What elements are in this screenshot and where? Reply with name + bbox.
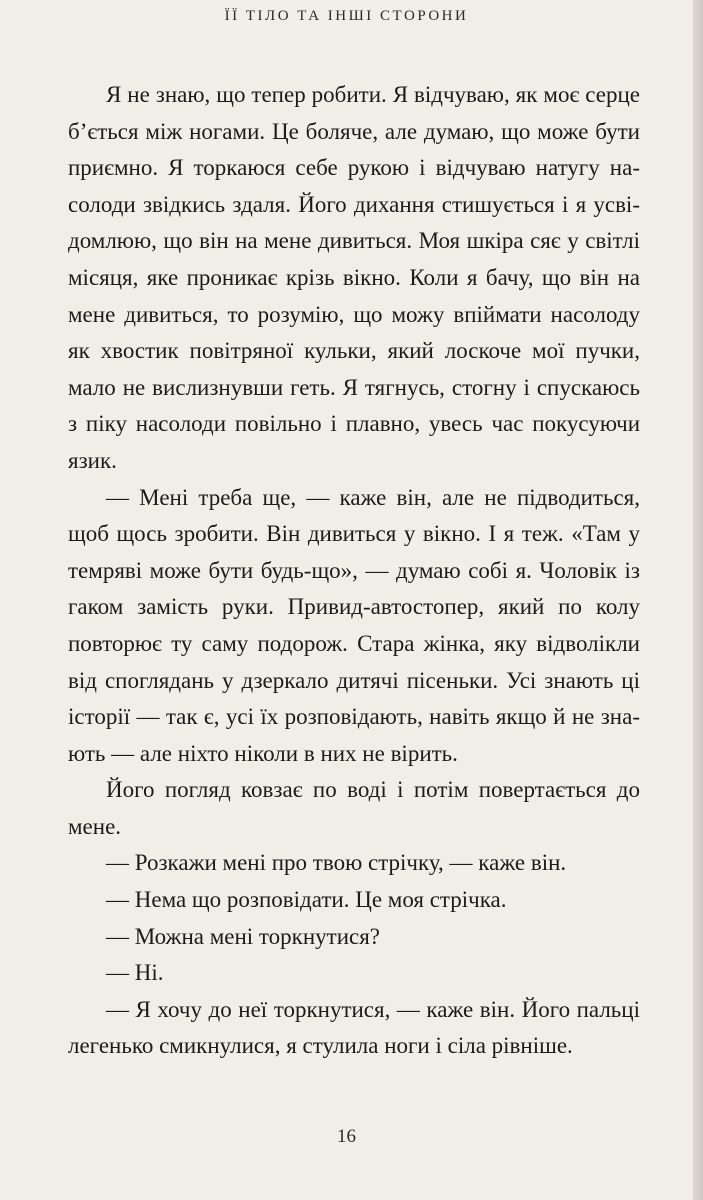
paragraph: — Розкажи мені про твою стрічку, — каже він. — [106, 850, 567, 876]
body-text — [68, 77, 640, 1065]
page-edge — [693, 0, 703, 1200]
running-head: ЇЇ ТІЛО ТА ІНШІ СТОРОНИ — [224, 8, 469, 24]
paragraph: — Можна мені торкнутися? — [106, 923, 381, 949]
paragraph: — Нема що розповідати. Це моя стрічка. — [106, 887, 507, 913]
paragraph: — Ні. — [106, 960, 164, 986]
page-number: 16 — [337, 1126, 356, 1147]
paragraph: Його погляд ковзає по воді і потім повертається до мене. — [68, 777, 640, 839]
paragraph: — Мені треба ще, — каже він, але не підводиться, щоб щось зробити. Він дивиться у вікно. І я теж. «Там у темряві може бути будь-що», — думаю собі я. Чоловік із гаком замість руки. Привид-автостопер, який по колу повторює ту саму подорож. Стара жінка, яку відволікли від споглядань у дзеркало дитячі пісеньки. Усі знають ці історії — так є, усі їх розповідають, навіть якщо й не знають — але ніхто ніколи в них не вірить. — [68, 484, 640, 766]
paragraph: Я не знаю, що тепер робити. Я відчуваю, як моє серце б’ється між ногами. Це боляче, але думаю, що може бути приємно. Я торкаюся себе рукою і відчуваю натугу насолоди звідкись здаля. Його дихання стишується і я усвідомлюю, що він на мене дивиться. Моя шкіра сяє у світлі місяця, яке проникає крізь вікно. Коли я бачу, що він на мене дивиться, то розумію, що можу впіймати насолоду як хвостик повітряної кульки, який лоскоче мої пучки, мало не вислизнувши геть. Я тягнусь, стогну і спускаюсь з піку насолоди повільно і плавно, увесь час покусуючи язик. — [68, 82, 640, 473]
paragraph: — Я хочу до неї торкнутися, — каже він. Його пальці легенько смикнулися, я стулила ноги і сіла рівніше. — [68, 996, 640, 1059]
